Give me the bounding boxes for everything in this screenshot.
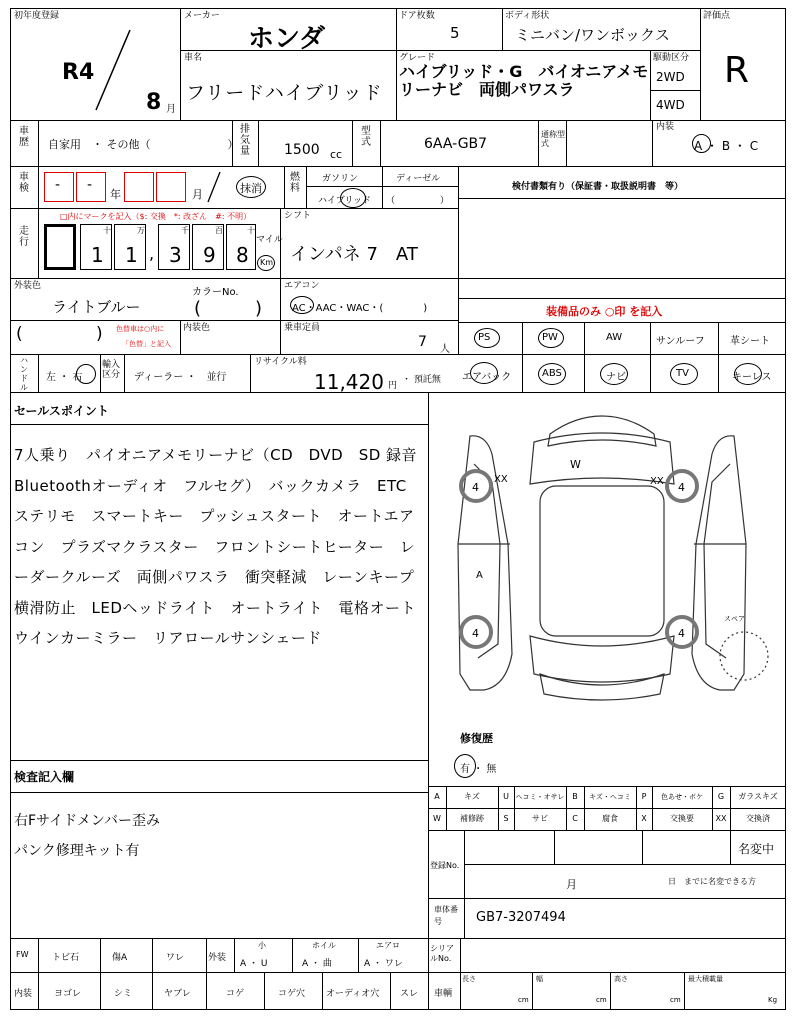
exterior-color: ライトブルー	[52, 298, 141, 316]
int-item-6: オーディオ穴	[326, 989, 380, 999]
equip-navi[interactable]: ナビ	[606, 372, 626, 383]
grade: ハイブリッド・G バイオニアメモリーナビ 両側パワスラ	[399, 62, 649, 99]
ext-label: 外装	[208, 953, 227, 963]
insp-year-box2[interactable]: -	[76, 172, 106, 202]
mile-label: マイル	[256, 235, 283, 245]
mileage-box-4[interactable]: 9 百	[192, 224, 224, 270]
equip-tv-circle	[670, 363, 698, 385]
aircon-circle	[290, 296, 314, 314]
inspection-note-2: パンク修理キット有	[14, 843, 140, 859]
color-change-close: )	[96, 324, 103, 344]
legend-p-desc: 色あせ・ボケ	[661, 793, 703, 801]
name-change: 名変中	[738, 842, 775, 856]
spare-label: スペア	[724, 615, 745, 623]
import-label: 輸入区分	[102, 360, 121, 380]
inspection-note-1: 右Fサイドメンバー歪み	[14, 813, 160, 829]
int-item-4: コゲ	[226, 989, 245, 999]
recycle: 11,420	[314, 370, 384, 394]
color-change-open: (	[16, 324, 23, 344]
legend-g: G	[717, 792, 725, 801]
legend-w-desc: 補修跡	[460, 814, 484, 823]
docs-label: 検付書類有り（保証書・取扱説明書 等）	[512, 182, 684, 192]
insp-year-box1[interactable]: -	[44, 172, 74, 202]
maker: ホンダ	[248, 24, 325, 54]
legend-s: S	[503, 814, 509, 823]
interior-grade-label: 内装	[656, 122, 675, 132]
int-item-3: ヤブレ	[164, 989, 191, 999]
load-unit: Kg	[768, 996, 778, 1004]
mileage-box-5[interactable]: 8 十	[226, 224, 256, 270]
drive-label: 駆動区分	[653, 53, 690, 63]
insp-expired: 抹消	[240, 182, 262, 195]
interior-color-label: 内装色	[183, 323, 211, 333]
width-label: 幅	[536, 975, 543, 983]
handle: 左 ・ 右	[46, 372, 83, 383]
fuel-label: 燃料	[290, 172, 300, 194]
mileage-box-3[interactable]: 3 千	[158, 224, 190, 270]
registration-month: 月	[566, 878, 577, 891]
equip-abs[interactable]: ABS	[542, 368, 562, 379]
fw-item-1: トビ石	[52, 953, 80, 963]
fw-item-3: ワレ	[166, 953, 185, 963]
shift: インパネ 7 AT	[290, 244, 418, 265]
legend-s-desc: サビ	[532, 814, 548, 823]
yen-unit: 円	[388, 381, 398, 391]
first-reg-month-unit: 月	[166, 104, 176, 115]
recycle-label: リサイクル料	[254, 357, 307, 367]
handle-circle	[76, 364, 96, 384]
inspection-notes-title: 検査記入欄	[14, 770, 75, 784]
int-item-5: コゲ穴	[278, 989, 306, 999]
displacement-label: 排気量	[240, 124, 250, 157]
history-label: 車歴	[19, 126, 29, 148]
insp-month-box1[interactable]	[124, 172, 154, 202]
roof-mark: W	[570, 458, 581, 471]
drive-2wd: 2WD	[656, 70, 685, 84]
cc-unit: cc	[330, 148, 343, 161]
small-value: A ・ U	[240, 959, 268, 969]
mileage-label: 走行	[19, 226, 29, 248]
equip-ps-circle	[474, 328, 500, 348]
height-unit: cm	[670, 996, 681, 1004]
car-diagram	[430, 394, 784, 714]
repair-value: 有 ・ 無	[460, 764, 497, 775]
slash-mark	[90, 28, 140, 114]
displacement: 1500	[284, 142, 320, 158]
body-type: ミニバン/ワンボックス	[515, 26, 670, 44]
deposit: ・ 預託無	[402, 375, 441, 385]
equip-pw[interactable]: PW	[542, 332, 558, 343]
drive-4wd: 4WD	[656, 98, 685, 112]
legend-x-desc: 交換要	[670, 814, 694, 823]
car-name-label: 車名	[184, 53, 203, 63]
int-label: 内装	[14, 989, 33, 999]
legend-c: C	[572, 814, 578, 823]
tire-rr: 4	[678, 627, 685, 640]
fuel-gas: ガソリン	[322, 174, 359, 184]
small-label: 小	[258, 941, 266, 950]
tire-fr: 4	[678, 481, 685, 494]
insp-year-unit: 年	[110, 188, 121, 201]
color-no-label: カラーNo.	[192, 287, 239, 298]
height-label: 高さ	[614, 975, 628, 983]
insp-month-box2[interactable]	[156, 172, 186, 202]
score: R	[724, 50, 750, 91]
fuel-diesel: ディーゼル	[396, 174, 441, 184]
equip-navi-circle	[600, 363, 628, 385]
tire-rl: 4	[472, 627, 479, 640]
legend-g-desc: ガラスキズ	[738, 792, 778, 801]
inspection-label: 車検	[19, 172, 29, 194]
legend-p: P	[641, 792, 647, 801]
equip-keyless-circle	[734, 363, 762, 385]
body-label: ボディ形状	[505, 11, 550, 21]
fuel-other: （ ）	[386, 196, 450, 206]
handle-label: ハンドル	[20, 356, 28, 392]
doors-label: ドア枚数	[399, 11, 435, 21]
legend-x: X	[641, 814, 647, 823]
maker-label: メーカー	[184, 11, 220, 21]
legend-xx-desc: 交換済	[746, 814, 770, 823]
model-label: 型式	[361, 126, 371, 148]
repair-circle	[454, 754, 476, 778]
aircon: AC・AAC・WAC・( )	[292, 303, 428, 314]
legend-xx: XX	[715, 814, 727, 823]
score-label: 評価点	[703, 11, 731, 21]
first-reg-month: 8	[146, 90, 162, 115]
shift-label: シフト	[284, 211, 312, 221]
equip-ps[interactable]: PS	[478, 332, 491, 343]
equip-airbag-circle	[470, 362, 498, 384]
color-change-note1: 色替車は○内に	[116, 325, 165, 333]
equip-aw[interactable]: AW	[606, 332, 623, 343]
int-item-2: シミ	[114, 989, 133, 999]
fw-label: FW	[16, 950, 29, 959]
legend-b: B	[572, 792, 578, 801]
length-label: 長さ	[462, 975, 476, 983]
insp-slash	[204, 170, 224, 204]
wheel-value: A ・ 曲	[302, 959, 332, 969]
legend-b-desc: キズ・ヘコミ	[589, 793, 631, 801]
color-change-note2: 「色替」と記入	[122, 340, 171, 348]
grade-label: グレード	[399, 53, 436, 63]
load-label: 最大積載量	[688, 975, 723, 983]
mileage-box-2[interactable]: 1 万	[114, 224, 146, 270]
int-item-1: ヨゴレ	[54, 989, 82, 999]
length-unit: cm	[518, 996, 529, 1004]
aircon-label: エアコン	[284, 281, 320, 291]
model: 6AA-GB7	[424, 136, 488, 152]
legend-a: A	[434, 792, 440, 801]
dim-label: 車輌	[434, 989, 453, 999]
registration-day-note: 日 までに名変できる方	[668, 877, 756, 886]
fw-item-2: 傷A	[112, 953, 128, 963]
mileage-box-1[interactable]: 1 十	[80, 224, 112, 270]
side-mark: A	[476, 570, 483, 581]
fuel-hybrid-circle	[340, 188, 366, 208]
aero-label: エアロ	[376, 941, 400, 950]
insp-month-unit: 月	[192, 188, 203, 201]
mileage-note: □内にマークを記入（$: 交換 *: 改ざん #: 不明）	[60, 212, 252, 221]
import: ディーラー ・ 並行	[134, 372, 227, 383]
car-name: フリードハイブリッド	[186, 82, 383, 104]
interior-grade: A ・ B ・ C	[694, 139, 759, 153]
fuel-hybrid: ハイブリッド	[318, 196, 372, 206]
legend-u: U	[503, 792, 509, 801]
capacity: 7	[418, 334, 427, 350]
damage-mark-right: XX	[650, 476, 664, 487]
wheel-label: ホイル	[312, 941, 336, 950]
equip-airbag[interactable]: エアバック	[462, 372, 512, 383]
legend-c-desc: 腐食	[602, 814, 618, 823]
equip-pw-circle	[538, 328, 564, 348]
registration-label: 登録No.	[430, 861, 460, 870]
legend-u-desc: ヘコミ・オサレ	[515, 793, 565, 801]
interior-grade-circle	[692, 134, 711, 153]
int-item-7: スレ	[400, 989, 419, 999]
expired-circle	[236, 176, 266, 198]
mileage-box-0[interactable]	[44, 224, 76, 270]
sales-title: セールスポイント	[14, 404, 109, 418]
chassis-label: 車体番号	[434, 905, 458, 926]
repair-label: 修復歴	[460, 732, 493, 745]
capacity-label: 乗車定員	[284, 323, 321, 333]
km-circle	[257, 255, 275, 271]
equip-label: 装備品のみ ○印 を記入	[546, 305, 663, 318]
serial-label: シリアルNo.	[430, 944, 454, 963]
chassis-number: GB7-3207494	[476, 910, 566, 925]
exterior-color-label: 外装色	[14, 281, 42, 291]
history: 自家用 ・ その他（ ）	[48, 138, 239, 151]
common-model-label: 通称型式	[541, 130, 565, 148]
km-label: Km	[260, 258, 274, 267]
doors: 5	[450, 24, 460, 42]
equip-tv[interactable]: TV	[676, 368, 689, 379]
legend-w: W	[433, 814, 441, 823]
equip-keyless[interactable]: キーレス	[732, 372, 772, 383]
width-unit: cm	[596, 996, 607, 1004]
equip-sunroof[interactable]: サンルーフ	[656, 336, 705, 347]
tire-fl: 4	[472, 481, 479, 494]
damage-mark-left: XX	[494, 474, 508, 485]
aero-value: A ・ ワレ	[364, 959, 403, 969]
sales-text: 7人乗り パイオニアメモリーナビ（CD DVD SD 録音 Bluetoothオーディオ フルセグ） バックカメラ ETC ステリモ スマートキー プッシュスタート オートエアコン プラズマクラスター フロントシートヒーター レーダークルーズ 両側パワスラ 衝突軽減 レーンキープ 横滑防止 LEDヘッドライト オートライト 電格オートウインカーミラー リアロールサンシェード	[14, 446, 433, 647]
first-reg-label: 初年度登録	[14, 11, 60, 21]
equip-abs-circle	[538, 363, 566, 385]
mileage-sep: ,	[149, 244, 155, 263]
legend-a-desc: キズ	[464, 792, 480, 801]
color-no: ( )	[194, 298, 263, 319]
first-reg-era: R4	[62, 60, 95, 85]
capacity-unit: 人	[440, 344, 450, 355]
equip-leather[interactable]: 革シート	[730, 336, 770, 347]
